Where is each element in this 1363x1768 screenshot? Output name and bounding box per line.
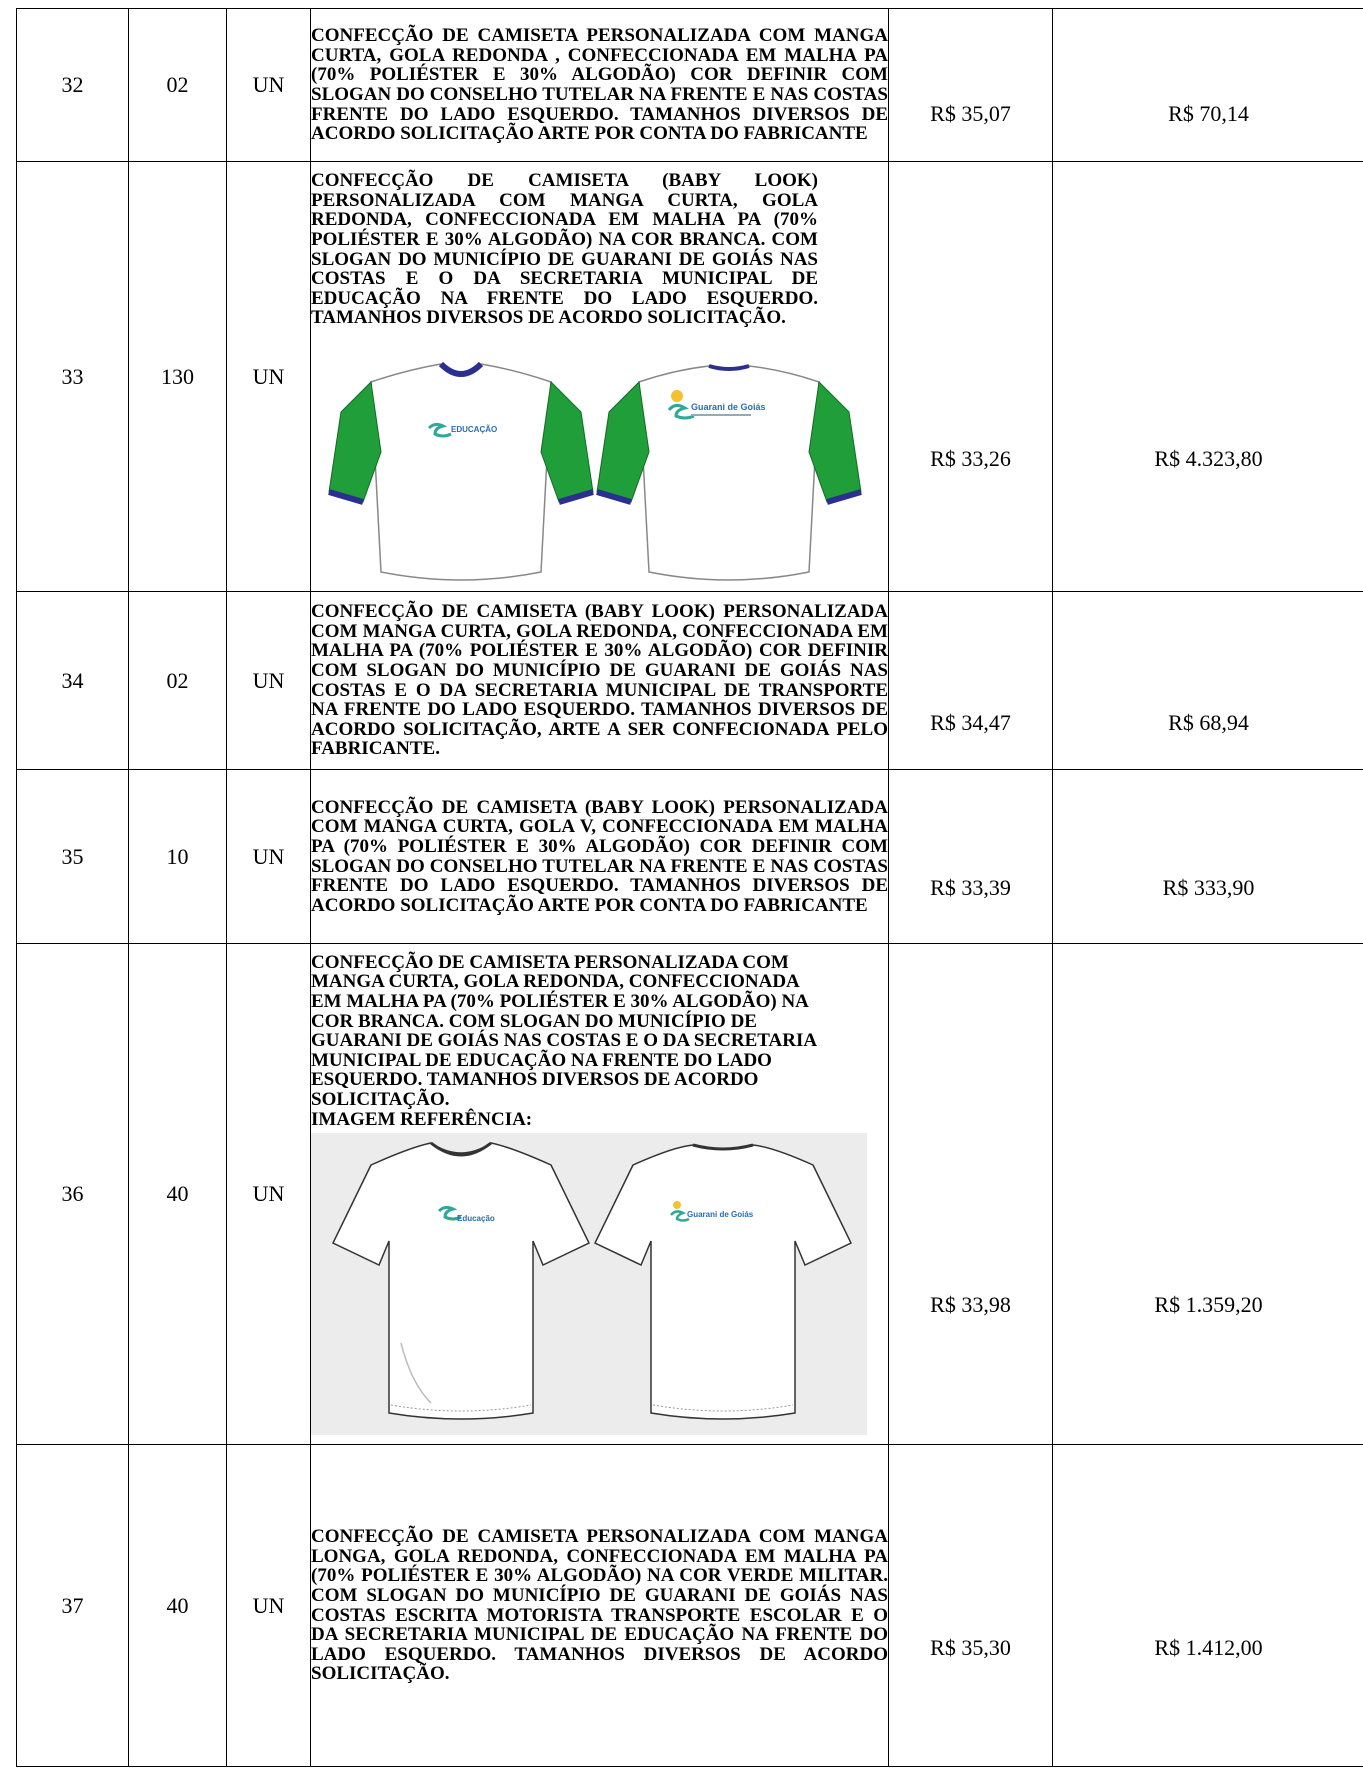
item-description [311,770,889,944]
total-price-value: R$ 333,90 [1162,874,1255,900]
table-row [17,1445,1363,1767]
item-number: 34 [17,592,129,770]
item-quantity: 02 [129,9,227,162]
unit-price-value: R$ 34,47 [930,709,1011,735]
unit-price [889,592,1053,770]
unit-price-value: R$ 33,39 [930,874,1011,900]
item-quantity: 40 [129,1445,227,1767]
total-price-value: R$ 1.359,20 [1154,1292,1263,1317]
total-price [1053,1445,1363,1767]
table-row [17,770,1363,944]
item-description [311,592,889,770]
tshirt-reference-image [311,1133,867,1435]
item-description [311,944,889,1445]
total-price-value: R$ 70,14 [1168,101,1249,126]
tshirt-front [333,1143,589,1419]
item-description [311,162,889,592]
total-price-value: R$ 68,94 [1168,709,1249,735]
unit-price [889,162,1053,592]
description-text: CONFECÇÃO DE CAMISETA PERSONALIZADA COM MANGA LONGA, GOLA REDONDA, CONFECCIONADA EM MALHA PA (70% POLIÉSTER E 30% ALGODÃO) NA COR VERDE MILITAR. COM SLOGAN DO MUNICÍPIO DE GUARANI DE GOIÁS NAS COSTAS ESCRITA MOTORISTA TRANSPORTE ESCOLAR E O DA SECRETARIA MUNICIPAL DE EDUCAÇÃO NA FRENTE DO LADO ESQUERDO. TAMANHOS DIVERSOS DE ACORDO SOLICITAÇÃO. [311,1526,888,1685]
item-number: 37 [17,1445,129,1767]
total-price [1053,162,1363,592]
item-unit: UN [227,944,311,1445]
table-row [17,9,1363,162]
item-unit: UN [227,1445,311,1767]
item-quantity: 10 [129,770,227,944]
total-price [1053,770,1363,944]
tshirt-back [597,366,861,580]
table-row [17,944,1363,1445]
item-number: 36 [17,944,129,1445]
description-text: CONFECÇÃO DE CAMISETA (BABY LOOK) PERSONALIZADA COM MANGA CURTA, GOLA V, CONFECCIONADA EM MALHA PA (70% POLIÉSTER E 30% ALGODÃO) COR DEFINIR COM SLOGAN DO CONSELHO TUTELAR NA FRENTE E NAS COSTAS FRENTE DO LADO ESQUERDO. TAMANHOS DIVERSOS DE ACORDO SOLICITAÇÃO ARTE POR CONTA DO FABRICANTE [311,796,888,916]
tshirt-front-back-image [311,342,871,582]
item-description [311,1445,889,1767]
sun-icon [671,390,683,402]
description-text: CONFECÇÃO DE CAMISETA PERSONALIZADA COM MANGA CURTA, GOLA REDONDA , CONFECCIONADA EM MALHA PA (70% POLIÉSTER E 30% ALGODÃO) COR DEFINIR COM SLOGAN DO CONSELHO TUTELAR NA FRENTE E NAS COSTAS FRENTE DO LADO ESQUERDO. TAMANHOS DIVERSOS DE ACORDO SOLICITAÇÃO ARTE POR CONTA DO FABRICANTE [311,25,888,145]
description-text: CONFECÇÃO DE CAMISETA (BABY LOOK) PERSONALIZADA COM MANGA CURTA, GOLA REDONDA, CONFECCIONADA EM MALHA PA (70% POLIÉSTER E 30% ALGODÃO) NA COR BRANCA. COM SLOGAN DO MUNICÍPIO DE GUARANI DE GOIÁS NAS COSTAS E O DA SECRETARIA MUNICIPAL DE EDUCAÇÃO NA FRENTE DO LADO ESQUERDO. TAMANHOS DIVERSOS DE ACORDO SOLICITAÇÃO. [311,170,818,329]
unit-price [889,1445,1053,1767]
total-price [1053,592,1363,770]
unit-price-value: R$ 33,26 [930,445,1011,471]
item-quantity: 40 [129,944,227,1445]
total-price-value: R$ 4.323,80 [1154,445,1263,471]
description-text: CONFECÇÃO DE CAMISETA (BABY LOOK) PERSONALIZADA COM MANGA CURTA, GOLA REDONDA, CONFECCIONADA EM MALHA PA (70% POLIÉSTER E 30% ALGODÃO) COR DEFINIR COM SLOGAN DO MUNICÍPIO DE GUARANI DE GOIÁS NAS COSTAS E O DA SECRETARIA MUNICIPAL DE TRANSPORTE NA FRENTE DO LADO ESQUERDO. TAMANHOS DIVERSOS DE ACORDO SOLICITAÇÃO, ARTE A SER CONFECIONADA PELO FABRICANTE. [311,601,888,760]
unit-price-value: R$ 33,98 [930,1292,1011,1317]
sun-icon [673,1201,681,1209]
front-logo-text: Educação [457,1214,495,1224]
tshirt-back [595,1145,851,1419]
unit-price [889,770,1053,944]
item-number: 35 [17,770,129,944]
back-logo-text: Guarani de Goiás [687,1210,754,1220]
back-logo-text: Guarani de Goiás [691,401,766,412]
tshirt-reference-drawing [311,1133,867,1435]
table-row [17,162,1363,592]
total-price-value: R$ 1.412,00 [1154,1634,1263,1660]
item-number: 32 [17,9,129,162]
unit-price-value: R$ 35,07 [930,101,1011,126]
tshirt-front [329,364,593,580]
front-logo-text: EDUCAÇÃO [451,424,498,434]
item-description [311,9,889,162]
item-number: 33 [17,162,129,592]
description-text: CONFECÇÃO DE CAMISETA PERSONALIZADA COM MANGA CURTA, GOLA REDONDA, CONFECCIONADA EM MALHA PA (70% POLIÉSTER E 30% ALGODÃO) NA COR BRANCA. COM SLOGAN DO MUNICÍPIO DE GUARANI DE GOIÁS NAS COSTAS E O DA SECRETARIA MUNICIPAL DE EDUCAÇÃO NA FRENTE DO LADO ESQUERDO. TAMANHOS DIVERSOS DE ACORDO SOLICITAÇÃO. [311,951,817,1110]
reference-image-label: IMAGEM REFERÊNCIA: [311,1108,533,1130]
total-price [1053,9,1363,162]
unit-price [889,9,1053,162]
tshirt-image [311,342,888,582]
item-unit: UN [227,770,311,944]
item-unit: UN [227,592,311,770]
item-unit: UN [227,162,311,592]
item-unit: UN [227,9,311,162]
total-price [1053,944,1363,1445]
item-quantity: 02 [129,592,227,770]
item-quantity: 130 [129,162,227,592]
items-table [16,8,1363,1767]
unit-price-value: R$ 35,30 [930,1634,1011,1660]
table-row [17,592,1363,770]
unit-price [889,944,1053,1445]
